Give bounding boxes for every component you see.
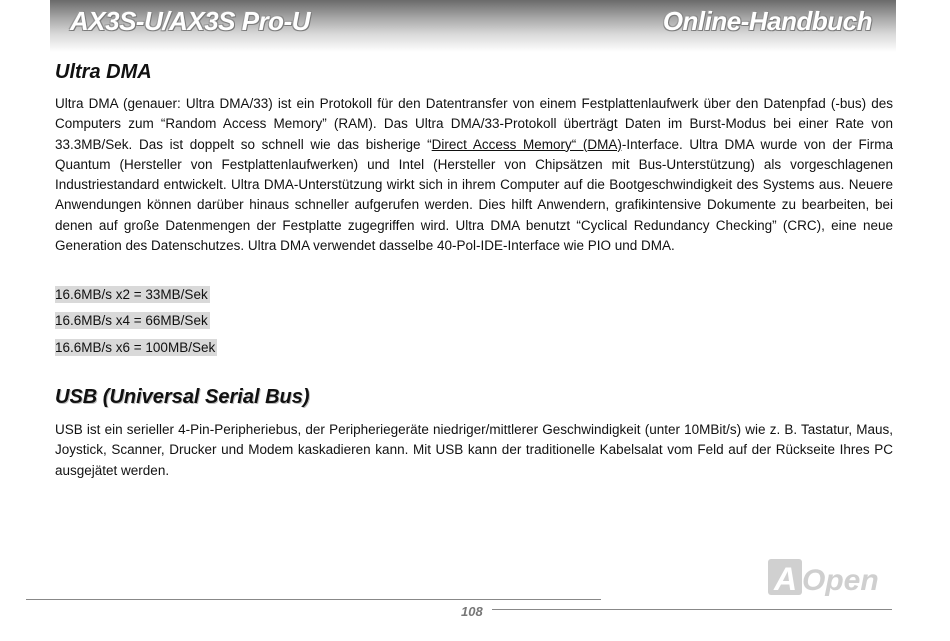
formula-x4: 16.6MB/s x4 = 66MB/Sek	[55, 313, 208, 328]
section-heading-ultra-dma: Ultra DMA	[55, 61, 152, 83]
manual-type-title: Online-Handbuch	[662, 6, 872, 36]
formula-x2: 16.6MB/s x2 = 33MB/Sek	[55, 287, 208, 302]
paragraph-text: -Interface. Ultra DMA wurde von der Firma Quantum (Hersteller von Festplattenlaufwerken) und Intel (Hersteller von Chipsätzen mit Bus-Unterstützung) als vorgeschlagenen Industriestandard entwickelt. Ultra DMA-Unterstützung wirkt sich in ihrem Computer auf die Bootgeschwindigkeit des Systems aus. Neuere Anwendungen können darüber hinaus schneller aufgerufen werden. Dies hilft Anwendern, grafikintensive Dokumente zu bearbeiten, bei denen auf große Datenmengen der Festplatte zugegriffen wird. Ultra DMA benutzt “Cyclical Redundancy Checking” (CRC), eine neue Generation des Datenschutzes. Ultra DMA verwendet dasselbe 40-Pol-IDE-Interface wie PIO und DMA.	[55, 136, 893, 254]
manual-model-title: AX3S-U/AX3S Pro-U	[70, 6, 310, 36]
paragraph-text: Ultra DMA (genauer: Ultra DMA/33) ist ein Protokoll für den Datentransfer von einem Festplattenlaufwerk über den Datenpfad (-bus) des Computers zum “Random Access Memory” (RAM). Das Ultra DMA/33-Protokoll überträgt Daten im Burst-Modus bei einer Rate von 33.3MB/Sek. Das ist doppelt so schnell wie das bisherige “	[55, 96, 893, 152]
dma-link[interactable]: Direct Access Memory“ (DMA)	[431, 136, 622, 152]
usb-paragraph: USB ist ein serieller 4-Pin-Peripheriebus, der Peripheriegeräte niedriger/mittlerer Geschwindigkeit (unter 10MBit/s) wie z. B. Tastatur, Maus, Joystick, Scanner, Drucker und Modem kaskadieren kann. Mit USB kann der traditionelle Kabelsalat vom Feld auf der Rückseite Ihres PC ausgejätet werden.	[55, 422, 893, 478]
footer-divider-right	[492, 609, 892, 610]
aopen-logo	[768, 556, 890, 598]
formula-x6: 16.6MB/s x6 = 100MB/Sek	[55, 340, 216, 355]
section-heading-usb: USB (Universal Serial Bus)	[55, 386, 310, 408]
footer-divider-left	[26, 599, 601, 600]
logo-word-open: Open	[802, 564, 879, 597]
page-number: 108	[461, 604, 483, 619]
ultra-dma-paragraph	[55, 94, 893, 256]
logo-letter-a: A	[774, 561, 798, 597]
